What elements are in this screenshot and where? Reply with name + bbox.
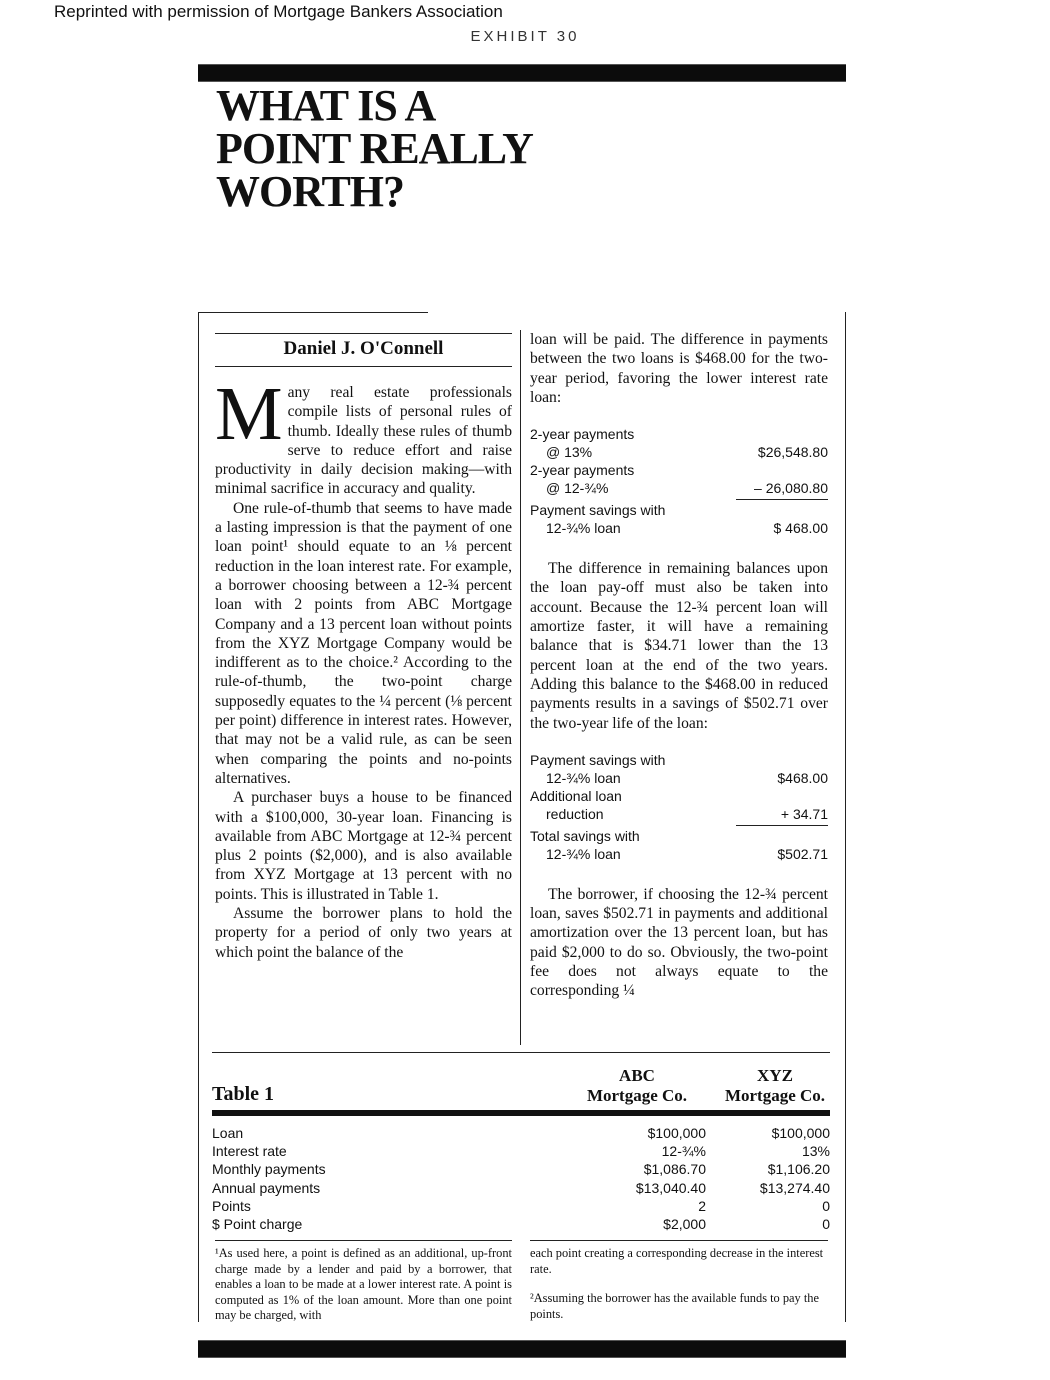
byline: Daniel J. O'Connell [283,338,444,359]
table-row [212,1197,830,1215]
frame-left-line [198,312,199,1322]
column-header-xyz [720,1066,830,1106]
frame-top-line [198,312,428,313]
abc-value: $2,000 [663,1216,706,1233]
table-top-rule [212,1052,830,1053]
footnote-1-continued: each point creating a corresponding decrease in the interest rate. [530,1246,824,1276]
table-row [212,1160,830,1178]
byline-rule-top [215,333,512,334]
abc-header-line-2: Mortgage Co. [586,1086,688,1105]
calc1-label-6: 12-¾% loan [546,520,621,537]
calc1-label-3: 2-year payments [530,462,635,479]
title-line-1: WHAT IS A [216,81,436,130]
calc2-label-4: reduction [546,805,604,822]
calc1-value-4: – 26,080.80 [754,480,828,497]
calc2-label-1: Payment savings with [530,751,666,768]
footnote-1-text: ¹As used here, a point is defined as an additional, up-front charge made by a lender and paid by a borrower, that enables a loan to be made at a lower interest rate. A point is computed as 1% of the loan amount. More than one point may be charged, with [215,1246,512,1323]
footnote-1 [215,1246,512,1324]
calc1-label-1: 2-year payments [530,426,635,443]
table-title: Table 1 [212,1083,275,1105]
reprint-notice: Reprinted with permission of Mortgage Bankers Association [54,2,503,21]
article-title [216,81,533,216]
row-label: Points [212,1197,251,1214]
abc-value: $100,000 [647,1125,706,1141]
calc2-sum-rule [736,825,828,826]
footnote-rule-right [530,1240,828,1241]
xyz-value: 13% [801,1143,830,1160]
calc2-value-4: + 34.71 [780,805,828,822]
abc-value: 12-¾% [661,1143,706,1160]
abc-value: 2 [698,1197,706,1214]
calc2-label-5: Total savings with [530,827,640,844]
xyz-value: $100,000 [771,1125,830,1141]
calc1-label-2: @ 13% [546,444,593,461]
drop-cap: M [215,372,283,456]
byline-rule-bottom [215,366,512,367]
xyz-header-line-1: XYZ [757,1066,793,1085]
row-label: $ Point charge [212,1216,303,1233]
row-label: Annual payments [212,1179,321,1196]
calc2-value-6: $502.71 [777,845,828,862]
left-column [215,372,512,962]
paragraph-2: One rule-of-thumb that seems to have made a lasting impression is that the payment of one loan point¹ should equate to an ⅛ percent reduction in the loan interest rate. For example, a borrower choosing between a 12-¾ percent loan with 2 points from ABC Mortgage Company and a 13 percent loan without points from the XYZ Mortgage Company would be indifferent as to the choice.² According to the rule-of-thumb, the two-point charge supposedly equates to the ¼ percent (⅛ percent per point) difference in interest rates. However, that may not be a valid rule, as can be seen when comparing the points and no-points alternatives. [215,499,512,787]
calc2-value-2: $468.00 [777,769,828,786]
table-row [212,1215,830,1233]
calc2-label-3: Additional loan [530,787,622,804]
savings-calculation [530,751,828,863]
footnote-rule-left [215,1240,512,1241]
calc2-label-6: 12-¾% loan [546,845,621,862]
paragraph-1-text: any real estate professionals compile lists of personal rules of thumb. Ideally these rules of thumb serve to reduce effort and raise productivity in daily decision making—with minimal sacrifice in accuracy and quality. [215,384,512,498]
footnote-column-right [530,1246,828,1322]
table-header-rule [212,1110,830,1116]
paragraph-3: A purchaser buys a house to be financed with a $100,000, 30-year loan. Financing is available from ABC Mortgage at 12-¾ percent plus 2 points ($2,000), and is also available from XYZ Mortgage at 13 percent with no points. This is illustrated in Table 1. [215,789,512,903]
calc1-label-5: Payment savings with [530,502,666,519]
calc2-label-2: 12-¾% loan [546,769,621,786]
footnote-2: ²Assuming the borrower has the available funds to pay the points. [530,1291,819,1321]
abc-value: $1,086.70 [643,1161,706,1178]
title-line-3: WORTH? [216,167,405,216]
row-label: Interest rate [212,1143,287,1160]
paragraph-1 [215,372,512,499]
column-header-abc [582,1066,692,1106]
paragraph-6: The difference in remaining balances upon the loan pay-off must also be taken into account. Because the 12-¾ percent loan will amortize faster, it will have a remaining balance that is $34.71 lower than the 13 percent loan at the end of the two years. Adding this balance to the $468.00 in reduced payments results in a savings of $502.71 over the two-year life of the loan: [530,560,828,732]
calc1-value-6: $ 468.00 [773,520,828,537]
abc-header-line-1: ABC [619,1066,655,1085]
abc-value: $13,040.40 [635,1179,706,1196]
bottom-decorative-bar [198,1340,846,1358]
table-header [212,1066,830,1110]
paragraph-5: loan will be paid. The difference in payments between the two loans is $468.00 for the two-year period, favoring the lower interest rate loan: [530,331,828,406]
paragraph-4: Assume the borrower plans to hold the property for a period of only two years at which point the balance of the [215,905,512,961]
calc1-label-4: @ 12-¾% [546,480,609,497]
exhibit-label: EXHIBIT 30 [470,28,580,45]
column-divider [520,330,521,1045]
table-row [212,1124,830,1142]
table-body [212,1124,830,1233]
calc1-sum-rule [736,499,828,500]
row-label: Loan [212,1125,244,1141]
calc1-value-2: $26,548.80 [757,444,828,461]
payment-calculation [530,425,828,537]
xyz-value: 0 [822,1197,830,1214]
right-column [530,330,828,1001]
frame-right-line [845,312,846,1322]
row-label: Monthly payments [212,1161,326,1178]
xyz-value: $1,106.20 [767,1161,830,1178]
table-row [212,1142,830,1160]
title-line-2: POINT REALLY [216,124,533,173]
xyz-value: 0 [822,1216,830,1233]
top-decorative-bar [198,64,846,82]
xyz-header-line-2: Mortgage Co. [724,1086,826,1105]
table-row [212,1179,830,1197]
xyz-value: $13,274.40 [759,1179,830,1196]
paragraph-7: The borrower, if choosing the 12-¾ percent loan, saves $502.71 in payments and additional amortization over the 13 percent loan, but has paid $2,000 to do so. Obviously, the two-point fee does not always equate to the corresponding ¼ [530,885,828,1000]
